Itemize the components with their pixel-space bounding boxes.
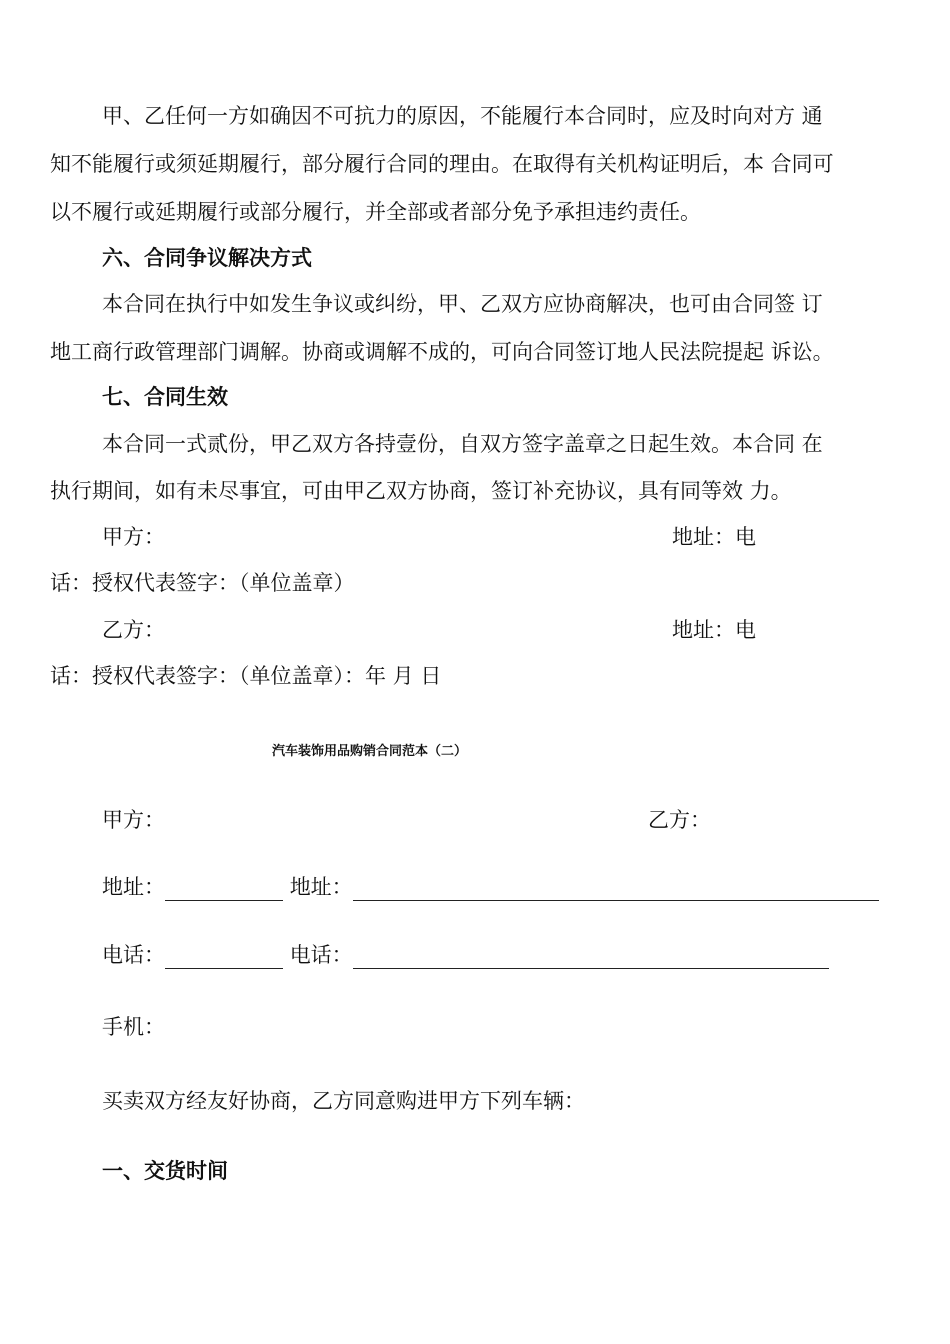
address-label-b: 地址： [289,875,353,899]
intro-paragraph: 买卖双方经友好协商，乙方同意购进甲方下列车辆： [102,1089,585,1113]
signature-line: 话：授权代表签字：（单位盖章） [50,571,355,595]
party-a-label: 甲方： [102,808,165,832]
paragraph-line: 本合同一式贰份，甲乙双方各持壹份，自双方签字盖章之日起生效。本合同 在 [102,432,823,456]
mobile-label: 手机： [102,1015,165,1039]
phone-blank-b[interactable] [353,946,829,969]
phone-blank-a[interactable] [165,946,283,969]
paragraph-line: 执行期间，如有未尽事宜，可由甲乙双方协商，签订补充协议，具有同等效 力。 [50,479,792,503]
paragraph-line: 知不能履行或须延期履行，部分履行合同的理由。在取得有关机构证明后，本 合同可 [50,152,834,176]
paragraph-line: 甲、乙任何一方如确因不可抗力的原因，不能履行本合同时，应及时向对方 通 [102,104,823,128]
party-a-label: 甲方： [102,525,165,549]
paragraph-line: 地工商行政管理部门调解。协商或调解不成的，可向合同签订地人民法院提起 诉讼。 [50,340,834,364]
address-blank-b[interactable] [353,878,879,901]
contract-title: 汽车装饰用品购销合同范本（二） [272,744,468,759]
section-heading: 六、合同争议解决方式 [102,246,312,270]
phone-label-b: 电话： [289,943,353,967]
address-blank-a[interactable] [165,878,283,901]
address-phone-label: 地址：电 [672,525,756,549]
phone-label-a: 电话： [102,943,165,967]
paragraph-line: 以不履行或延期履行或部分履行，并全部或者部分免予承担违约责任。 [50,200,701,224]
section-heading: 七、合同生效 [102,385,228,409]
section-heading: 一、交货时间 [102,1159,228,1183]
paragraph-line: 本合同在执行中如发生争议或纠纷，甲、乙双方应协商解决，也可由合同签 订 [102,292,823,316]
address-phone-label: 地址：电 [672,618,756,642]
phone-row [102,941,829,969]
address-label-a: 地址： [102,875,165,899]
signature-date-line: 话：授权代表签字：（单位盖章）：年 月 日 [50,664,442,688]
address-row [102,873,879,901]
party-b-label: 乙方： [102,618,165,642]
party-b-label: 乙方： [648,808,711,832]
